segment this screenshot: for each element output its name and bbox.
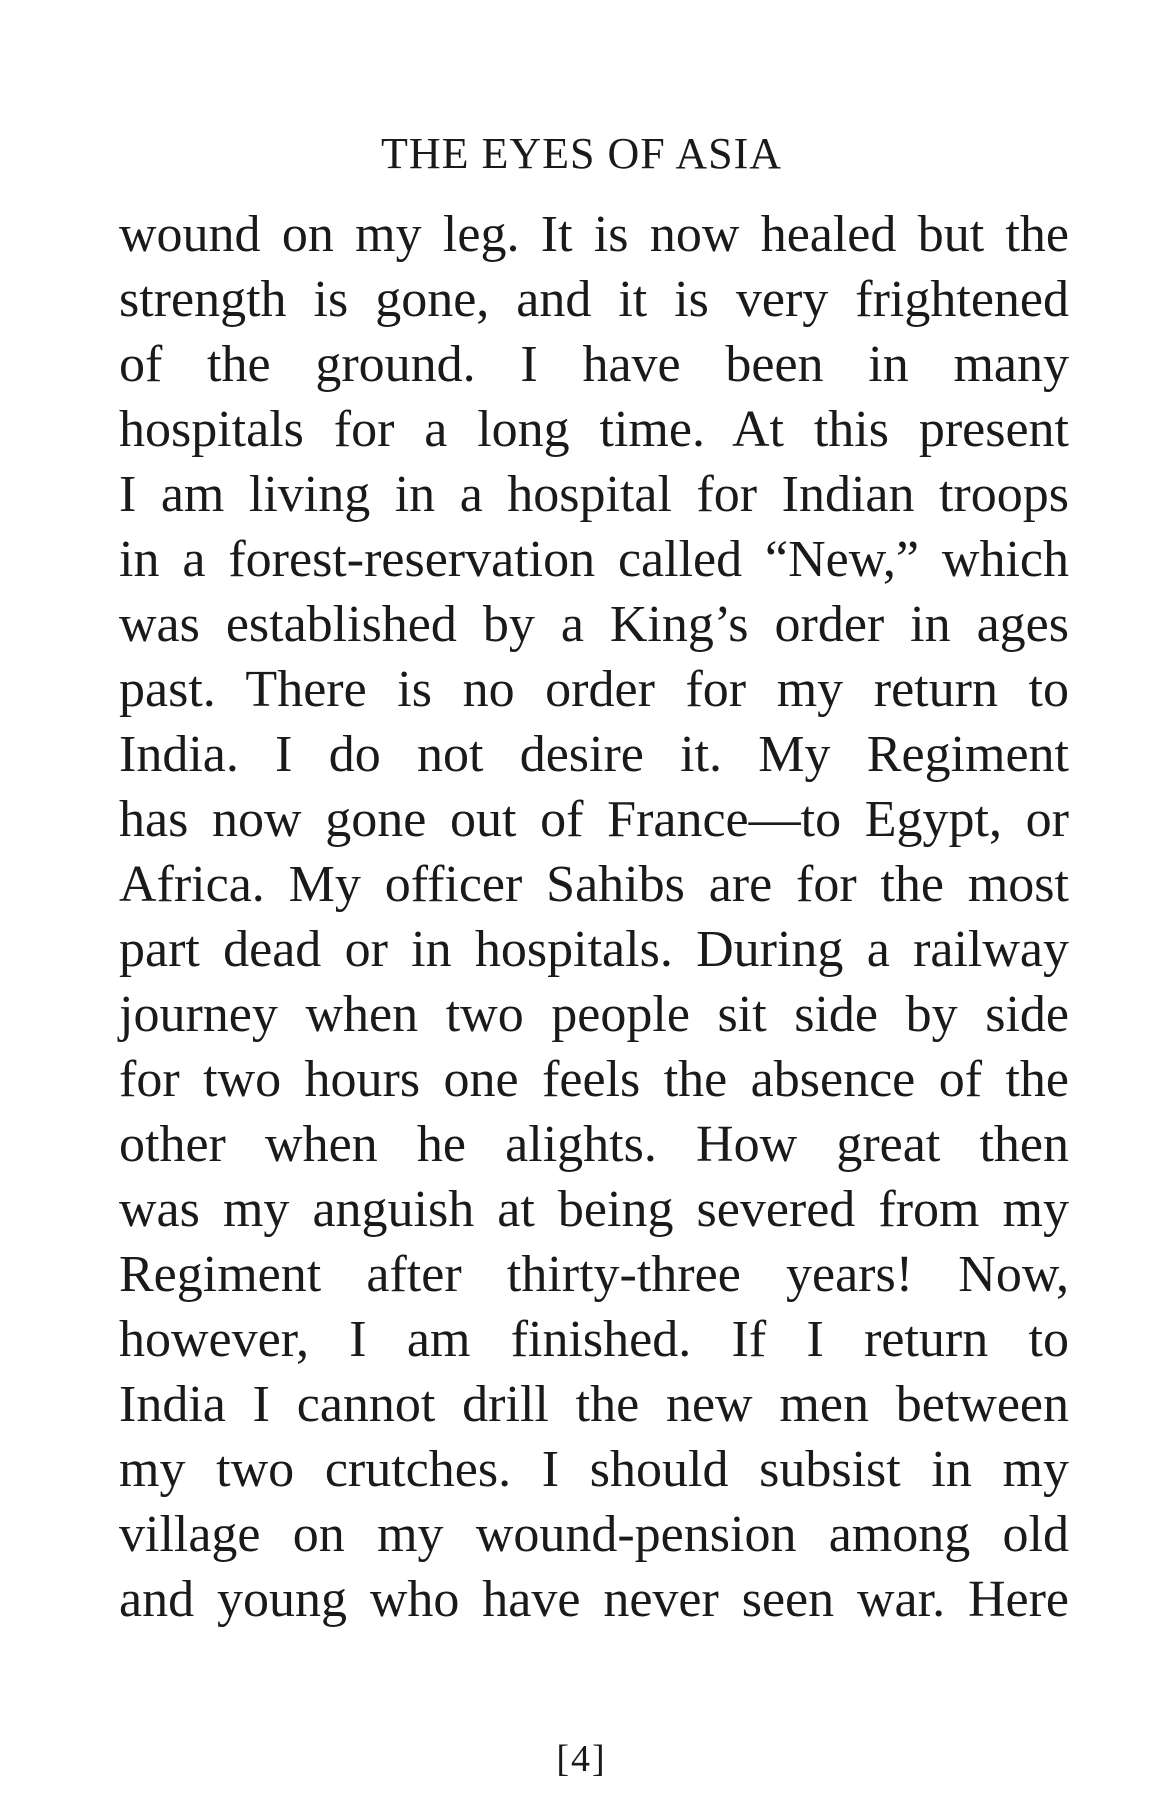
- text-line: Africa. My officer Sahibs are for the most: [119, 856, 1069, 913]
- text-line: village on my wound-pension among old: [119, 1506, 1069, 1563]
- text-line: of the ground. I have been in many: [119, 336, 1069, 393]
- text-line: India I cannot drill the new men between: [119, 1376, 1069, 1433]
- body-text: [119, 202, 1069, 1632]
- text-line: was established by a King’s order in ages: [119, 596, 1069, 653]
- text-line: has now gone out of France—to Egypt, or: [119, 791, 1069, 848]
- text-line: strength is gone, and it is very frightened: [119, 271, 1069, 328]
- text-line: wound on my leg. It is now healed but the: [119, 206, 1069, 263]
- text-line: my two crutches. I should subsist in my: [119, 1441, 1069, 1498]
- text-line: Regiment after thirty-three years! Now,: [119, 1246, 1069, 1303]
- text-line: past. There is no order for my return to: [119, 661, 1069, 718]
- page-number: [4]: [556, 1738, 607, 1780]
- text-line: part dead or in hospitals. During a railway: [119, 921, 1069, 978]
- text-line: I am living in a hospital for Indian troops: [119, 466, 1069, 523]
- text-line: journey when two people sit side by side: [119, 986, 1069, 1043]
- text-line: and young who have never seen war. Here: [119, 1571, 1069, 1628]
- running-head: THE EYES OF ASIA: [380, 129, 783, 178]
- text-line: other when he alights. How great then: [119, 1116, 1069, 1173]
- text-line: was my anguish at being severed from my: [119, 1181, 1069, 1238]
- text-line: India. I do not desire it. My Regiment: [119, 726, 1069, 783]
- text-line: hospitals for a long time. At this present: [119, 401, 1069, 458]
- text-line: however, I am finished. If I return to: [119, 1311, 1069, 1368]
- text-line: for two hours one feels the absence of the: [119, 1051, 1069, 1108]
- text-line: in a forest-reservation called “New,” which: [119, 531, 1069, 588]
